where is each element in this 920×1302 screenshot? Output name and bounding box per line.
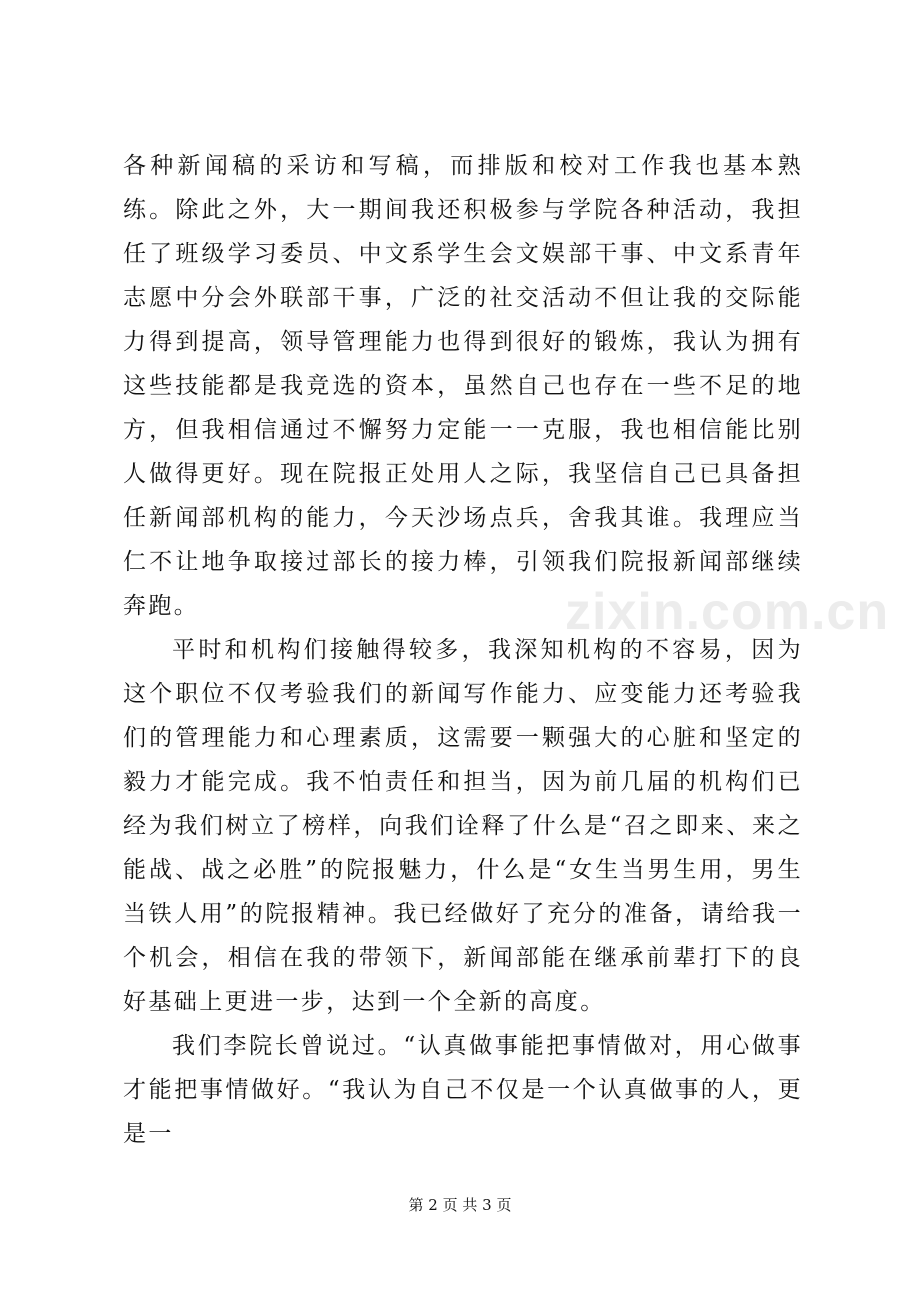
page-number-label: 第 2 页 共 3 页 [408, 1196, 512, 1214]
paragraph-3: 我们李院长曾说过。“认真做事能把事情做对，用心做事才能把事情做好。“我认为自己不仅是一个认真做事的人，更是一 [123, 1033, 803, 1147]
document-body [123, 144, 803, 1156]
page-footer [0, 1194, 920, 1216]
watermark: zixin.com.cn [565, 583, 890, 641]
paragraph-2: 平时和机构们接触得较多，我深知机构的不容易，因为这个职位不仅考验我们的新闻写作能力、应变能力还考验我们的管理能力和心理素质，这需要一颗强大的心脏和坚定的毅力才能完成。我不怕责任和担当，因为前几届的机构们已经为我们树立了榜样，向我们诠释了什么是“召之即来、来之能战、战之必胜”的院报魅力，什么是“女生当男生用，男生当铁人用”的院报精神。我已经做好了充分的准备，请给我一个机会，相信在我的带领下，新闻部能在继承前辈打下的良好基础上更进一步，达到一个全新的高度。 [123, 637, 803, 1015]
paragraph-1: 各种新闻稿的采访和写稿，而排版和校对工作我也基本熟练。除此之外，大一期间我还积极参与学院各种活动，我担任了班级学习委员、中文系学生会文娱部干事、中文系青年志愿中分会外联部干事，广泛的社交活动不但让我的交际能力得到提高，领导管理能力也得到很好的锻炼，我认为拥有这些技能都是我竞选的资本，虽然自己也存在一些不足的地方，但我相信通过不懈努力定能一一克服，我也相信能比别人做得更好。现在院报正处用人之际，我坚信自己已具备担任新闻部机构的能力，今天沙场点兵，舍我其谁。我理应当仁不让地争取接过部长的接力棒，引领我们院报新闻部继续奔跑。 [123, 153, 803, 619]
